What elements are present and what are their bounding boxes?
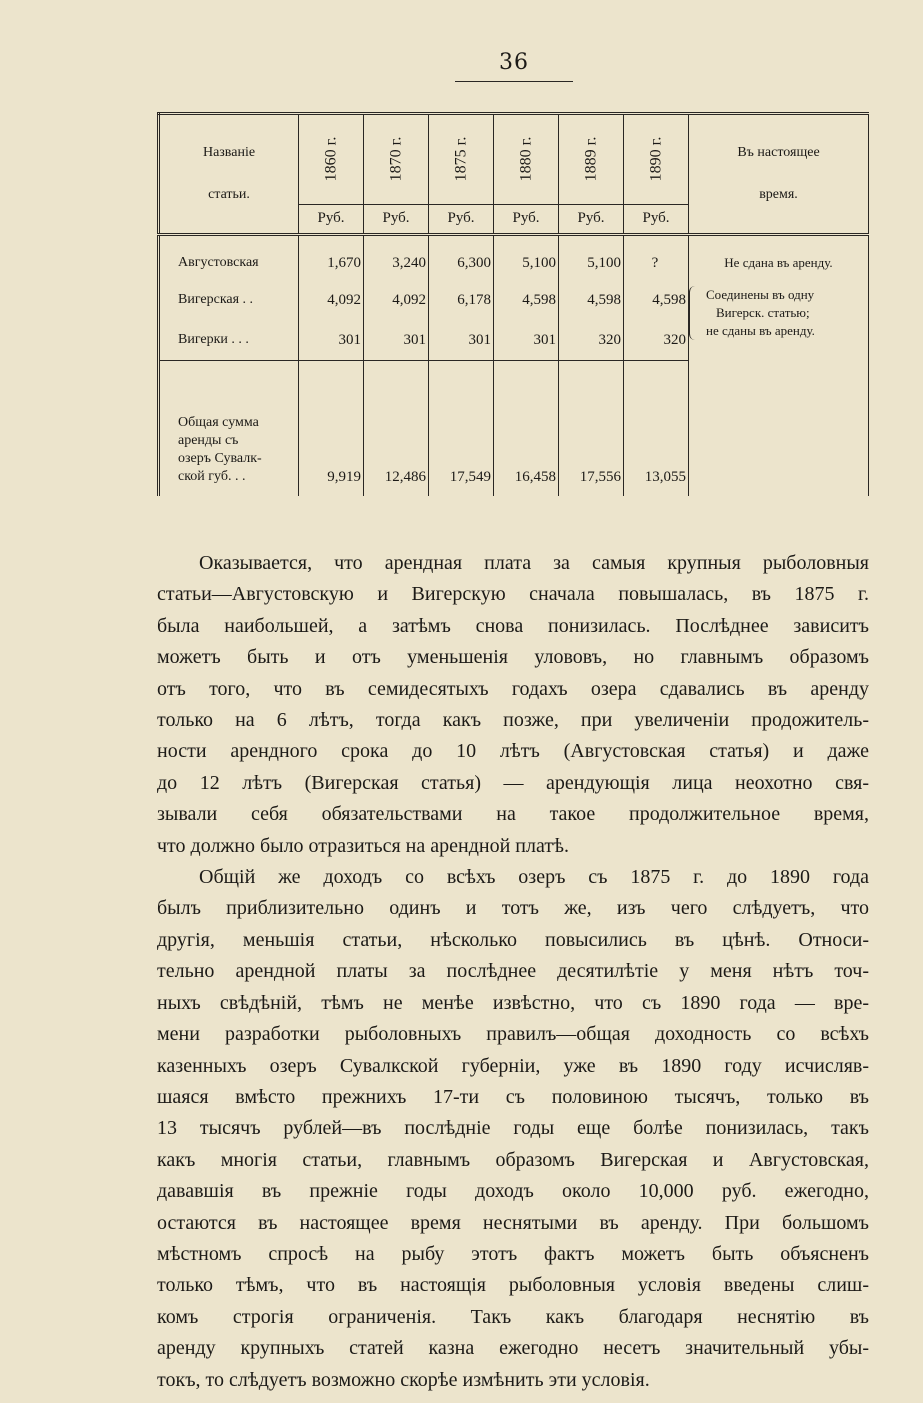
cell-value: 301 <box>429 320 494 361</box>
text-line: мѣстномъ спросѣ на рыбу этотъ фактъ можетъ быть объясненъ <box>157 1242 869 1265</box>
text-line: до 12 лѣтъ (Вигерская статья) — арендующія лица неохотно свя- <box>157 771 869 794</box>
text-line: шаяся вмѣсто прежнихъ 17-ти съ половиною тысячъ, только въ <box>157 1085 869 1108</box>
cell-value: 4,092 <box>364 280 429 320</box>
cell-value: 6,178 <box>429 280 494 320</box>
text-line: была наибольшей, а затѣмъ снова понизилась. Послѣднее зависитъ <box>157 614 869 637</box>
cell-value: 5,100 <box>559 246 624 280</box>
total-value: 9,919 <box>299 361 364 497</box>
text-line: мени разработки рыболовныхъ правилъ—общая доходность со всѣхъ <box>157 1023 869 1046</box>
row-name: Вигерская . . <box>159 280 299 320</box>
header-name-column <box>159 114 299 235</box>
header-year-1890: 1890 г. <box>624 114 689 205</box>
text-line: Общій же доходъ со всѣхъ озеръ съ 1875 г. до 1890 года <box>199 866 869 889</box>
cell-value: 4,598 <box>494 280 559 320</box>
cell-value: 301 <box>299 320 364 361</box>
text-line: отъ того, что въ семидесятыхъ годахъ озера сдавались въ аренду <box>157 677 869 700</box>
text-line: 13 тысячъ рублей—въ послѣдніе годы еще болѣе понизилась, такъ <box>157 1117 869 1140</box>
text-line: ности арендного срока до 10 лѣтъ (Августовская статья) и даже <box>157 740 869 763</box>
text-line: статьи—Августовскую и Вигерскую сначала повышалась, въ 1875 г. <box>157 583 869 606</box>
text-line: былъ приблизительно одинъ и тотъ же, изъ чего слѣдуетъ, что <box>157 897 869 920</box>
grouped-note <box>689 280 869 496</box>
row-name: Августовская <box>159 246 299 280</box>
paragraph-2 <box>157 862 869 1396</box>
header-year-1880: 1880 г. <box>494 114 559 205</box>
text-line: какъ многія статьи, главнымъ образомъ Вигерская и Августовская, <box>157 1148 869 1171</box>
unit-label: Руб. <box>299 204 364 234</box>
header-name-line1: Названіе <box>202 145 256 160</box>
cell-value: 320 <box>624 320 689 361</box>
text-line: казенныхъ озеръ Сувалкской губерніи, уже въ 1890 году исчисляв- <box>157 1054 869 1077</box>
header-now-line2: время. <box>759 187 798 202</box>
header-year-1870: 1870 г. <box>364 114 429 205</box>
text-line: остаются въ настоящее время неснятыми въ аренду. При большомъ <box>157 1211 869 1234</box>
table-row <box>159 246 869 280</box>
unit-label: Руб. <box>494 204 559 234</box>
text-line: только на 6 лѣтъ, тогда какъ позже, при увеличеніи продожитель- <box>157 709 869 732</box>
unit-label: Руб. <box>624 204 689 234</box>
grouped-note-line: не сданы въ аренду. <box>706 323 815 338</box>
cell-value: 3,240 <box>364 246 429 280</box>
total-label: Общая сумма аренды съ озеръ Сувалк- ской губ. . . <box>159 361 299 497</box>
grouped-note-line: Вигерск. статью; <box>716 305 810 320</box>
total-value: 13,055 <box>624 361 689 497</box>
total-value: 16,458 <box>494 361 559 497</box>
total-value: 12,486 <box>364 361 429 497</box>
header-year-1875: 1875 г. <box>429 114 494 205</box>
unit-label: Руб. <box>364 204 429 234</box>
header-now-line1: Въ настоящее <box>737 145 820 160</box>
total-value: 17,549 <box>429 361 494 497</box>
page-number: 36 <box>455 50 573 82</box>
text-line: что должно было отразиться на арендной платѣ. <box>157 834 569 857</box>
text-line: аренду крупныхъ статей казна ежегодно несетъ значительный убы- <box>157 1337 869 1360</box>
text-line: другія, меньшія статьи, нѣсколько повысились въ цѣнѣ. Относи- <box>157 928 869 951</box>
cell-value: 301 <box>494 320 559 361</box>
text-line: Оказывается, что арендная плата за самыя крупныя рыболовныя <box>199 552 869 574</box>
header-current-time <box>689 114 869 235</box>
grouped-note-line: Соединены въ одну <box>706 287 815 302</box>
header-name-line2: статьи. <box>208 187 250 202</box>
total-value: 17,556 <box>559 361 624 497</box>
cell-value: 320 <box>559 320 624 361</box>
cell-value: 5,100 <box>494 246 559 280</box>
cell-value: ? <box>624 246 689 280</box>
rent-table-grid <box>157 112 869 496</box>
text-line: токъ, то слѣдуетъ возможно скорѣе измѣнить эти условія. <box>157 1368 650 1391</box>
brace-icon <box>689 286 702 340</box>
table-row <box>159 280 869 320</box>
cell-value: 301 <box>364 320 429 361</box>
text-line: зывали себя обязательствами на такое продолжительное время, <box>157 803 869 826</box>
text-line: можетъ быть и отъ уменьшенія улововъ, но главнымъ образомъ <box>157 646 869 669</box>
text-line: дававшія въ прежніе годы доходъ около 10,000 руб. ежегодно, <box>157 1180 869 1203</box>
text-line: тельно арендной платы за послѣднее десятилѣтіе у меня нѣтъ точ- <box>157 960 869 983</box>
unit-label: Руб. <box>559 204 624 234</box>
paragraph-1 <box>157 548 869 862</box>
cell-value: 6,300 <box>429 246 494 280</box>
rent-table <box>157 112 869 512</box>
cell-value: 4,092 <box>299 280 364 320</box>
text-line: только тѣмъ, что въ настоящія рыболовныя условія введены слиш- <box>157 1274 869 1297</box>
header-year-1860: 1860 г. <box>299 114 364 205</box>
body-text <box>157 548 869 1396</box>
unit-label: Руб. <box>429 204 494 234</box>
row-note: Не сдана въ аренду. <box>689 246 869 280</box>
text-line: ныхъ свѣдѣній, тѣмъ не менѣе извѣстно, что съ 1890 года — вре- <box>157 991 869 1014</box>
cell-value: 4,598 <box>624 280 689 320</box>
cell-value: 4,598 <box>559 280 624 320</box>
row-name: Вигерки . . . <box>159 320 299 361</box>
cell-value: 1,670 <box>299 246 364 280</box>
text-line: комъ строгія ограниченія. Такъ какъ благодаря неснятію въ <box>157 1305 869 1328</box>
header-year-1889: 1889 г. <box>559 114 624 205</box>
